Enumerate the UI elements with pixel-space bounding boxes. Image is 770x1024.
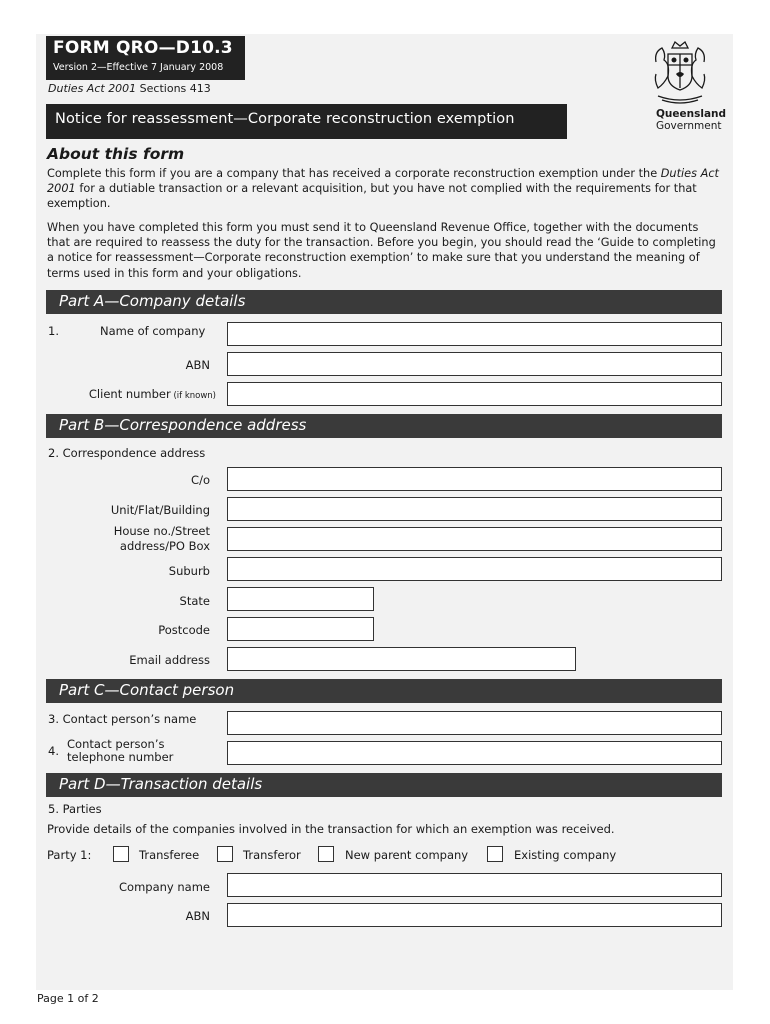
company-name-label: Name of company (100, 324, 206, 338)
abn-label: ABN (185, 358, 210, 372)
contact-phone-input[interactable] (227, 741, 722, 765)
abn-input[interactable] (227, 352, 722, 376)
suburb-label: Suburb (168, 564, 210, 578)
act-sections: Sections 413 (136, 82, 211, 95)
about-heading: About this form (47, 145, 185, 163)
contact-phone-label (67, 738, 173, 764)
question-4-number: 4. (48, 744, 59, 758)
part-a-header (46, 290, 722, 314)
about-p1-text: Complete this form if you are a company that has received a corporate reconstruction exemption under the (47, 167, 661, 180)
contact-phone-label-line-2: telephone number (67, 750, 174, 764)
form-title: Notice for reassessment—Corporate reconstruction exemption (55, 111, 515, 127)
email-label: Email address (129, 653, 210, 667)
existing-company-checkbox[interactable] (487, 846, 503, 862)
act-reference (48, 82, 211, 95)
unit-input[interactable] (227, 497, 722, 521)
client-number-label (16, 387, 216, 401)
about-p1-text-end: for a dutiable transaction or a relevant acquisition, but you have not complied with the requirements for that exemption. (47, 182, 697, 211)
about-p1-act: Duties Act 2001 (47, 167, 719, 196)
state-input[interactable] (227, 587, 374, 611)
street-label-line-2: address/PO Box (119, 539, 210, 553)
new-parent-company-checkbox[interactable] (318, 846, 334, 862)
unit-label: Unit/Flat/Building (110, 503, 210, 517)
part-c-title: Part C—Contact person (59, 681, 235, 699)
company-name-input[interactable] (227, 322, 722, 346)
transferee-checkbox[interactable] (113, 846, 129, 862)
street-label-line-1: House no./Street (113, 524, 210, 538)
transferor-checkbox[interactable] (217, 846, 233, 862)
form-id: FORM QRO—D10.3 (53, 38, 233, 58)
client-number-input[interactable] (227, 382, 722, 406)
state-label: State (179, 594, 210, 608)
care-of-input[interactable] (227, 467, 722, 491)
street-input[interactable] (227, 527, 722, 551)
new-parent-company-label: New parent company (345, 848, 469, 862)
government-name: Queensland (656, 108, 727, 120)
care-of-label: C/o (191, 473, 210, 487)
form-title-box (46, 104, 567, 139)
question-1-number: 1. (48, 324, 59, 338)
part-b-header (46, 414, 722, 438)
queensland-crest-icon (650, 34, 710, 108)
act-name: Duties Act 2001 (48, 82, 137, 95)
about-paragraph-2: When you have completed this form you must send it to Queensland Revenue Office, together with the documents that are required to reassess the duty for the transaction. Before you begin, you should read the ‘Guide to completing a notice for reassessment—Corporate reconstruction exemption’ to make sure that you understand the meaning of terms used in this form and your obligations. (47, 221, 716, 280)
postcode-input[interactable] (227, 617, 374, 641)
contact-name-input[interactable] (227, 711, 722, 735)
party-company-name-input[interactable] (227, 873, 722, 897)
part-d-title: Part D—Transaction details (59, 775, 263, 793)
part-a-title: Part A—Company details (59, 292, 246, 310)
part-d-header (46, 773, 722, 797)
form-id-box (46, 36, 245, 80)
contact-phone-label-line-1: Contact person’s (67, 737, 165, 751)
transferor-label: Transferor (243, 848, 301, 862)
email-input[interactable] (227, 647, 576, 671)
about-paragraph-1 (47, 166, 722, 212)
party-company-name-label: Company name (119, 880, 210, 894)
government-subtitle: Government (656, 120, 722, 132)
existing-company-label: Existing company (514, 848, 617, 862)
party-abn-label: ABN (185, 909, 210, 923)
suburb-input[interactable] (227, 557, 722, 581)
form-version: Version 2—Effective 7 January 2008 (53, 62, 224, 73)
part-b-title: Part B—Correspondence address (59, 416, 307, 434)
part-c-header (46, 679, 722, 703)
party-1-label: Party 1: (47, 848, 92, 862)
street-label (10, 524, 210, 554)
client-number-text: Client number (88, 387, 171, 401)
page-number: Page 1 of 2 (37, 992, 99, 1005)
question-5-label: 5. Parties (48, 802, 102, 816)
postcode-label: Postcode (158, 623, 210, 637)
client-number-note: (if known) (170, 391, 216, 401)
transferee-label: Transferee (139, 848, 200, 862)
party-abn-input[interactable] (227, 903, 722, 927)
parties-instruction: Provide details of the companies involved in the transaction for which an exemption was received. (47, 822, 615, 836)
question-2-label: 2. Correspondence address (48, 446, 206, 460)
contact-name-label: 3. Contact person’s name (48, 712, 197, 726)
